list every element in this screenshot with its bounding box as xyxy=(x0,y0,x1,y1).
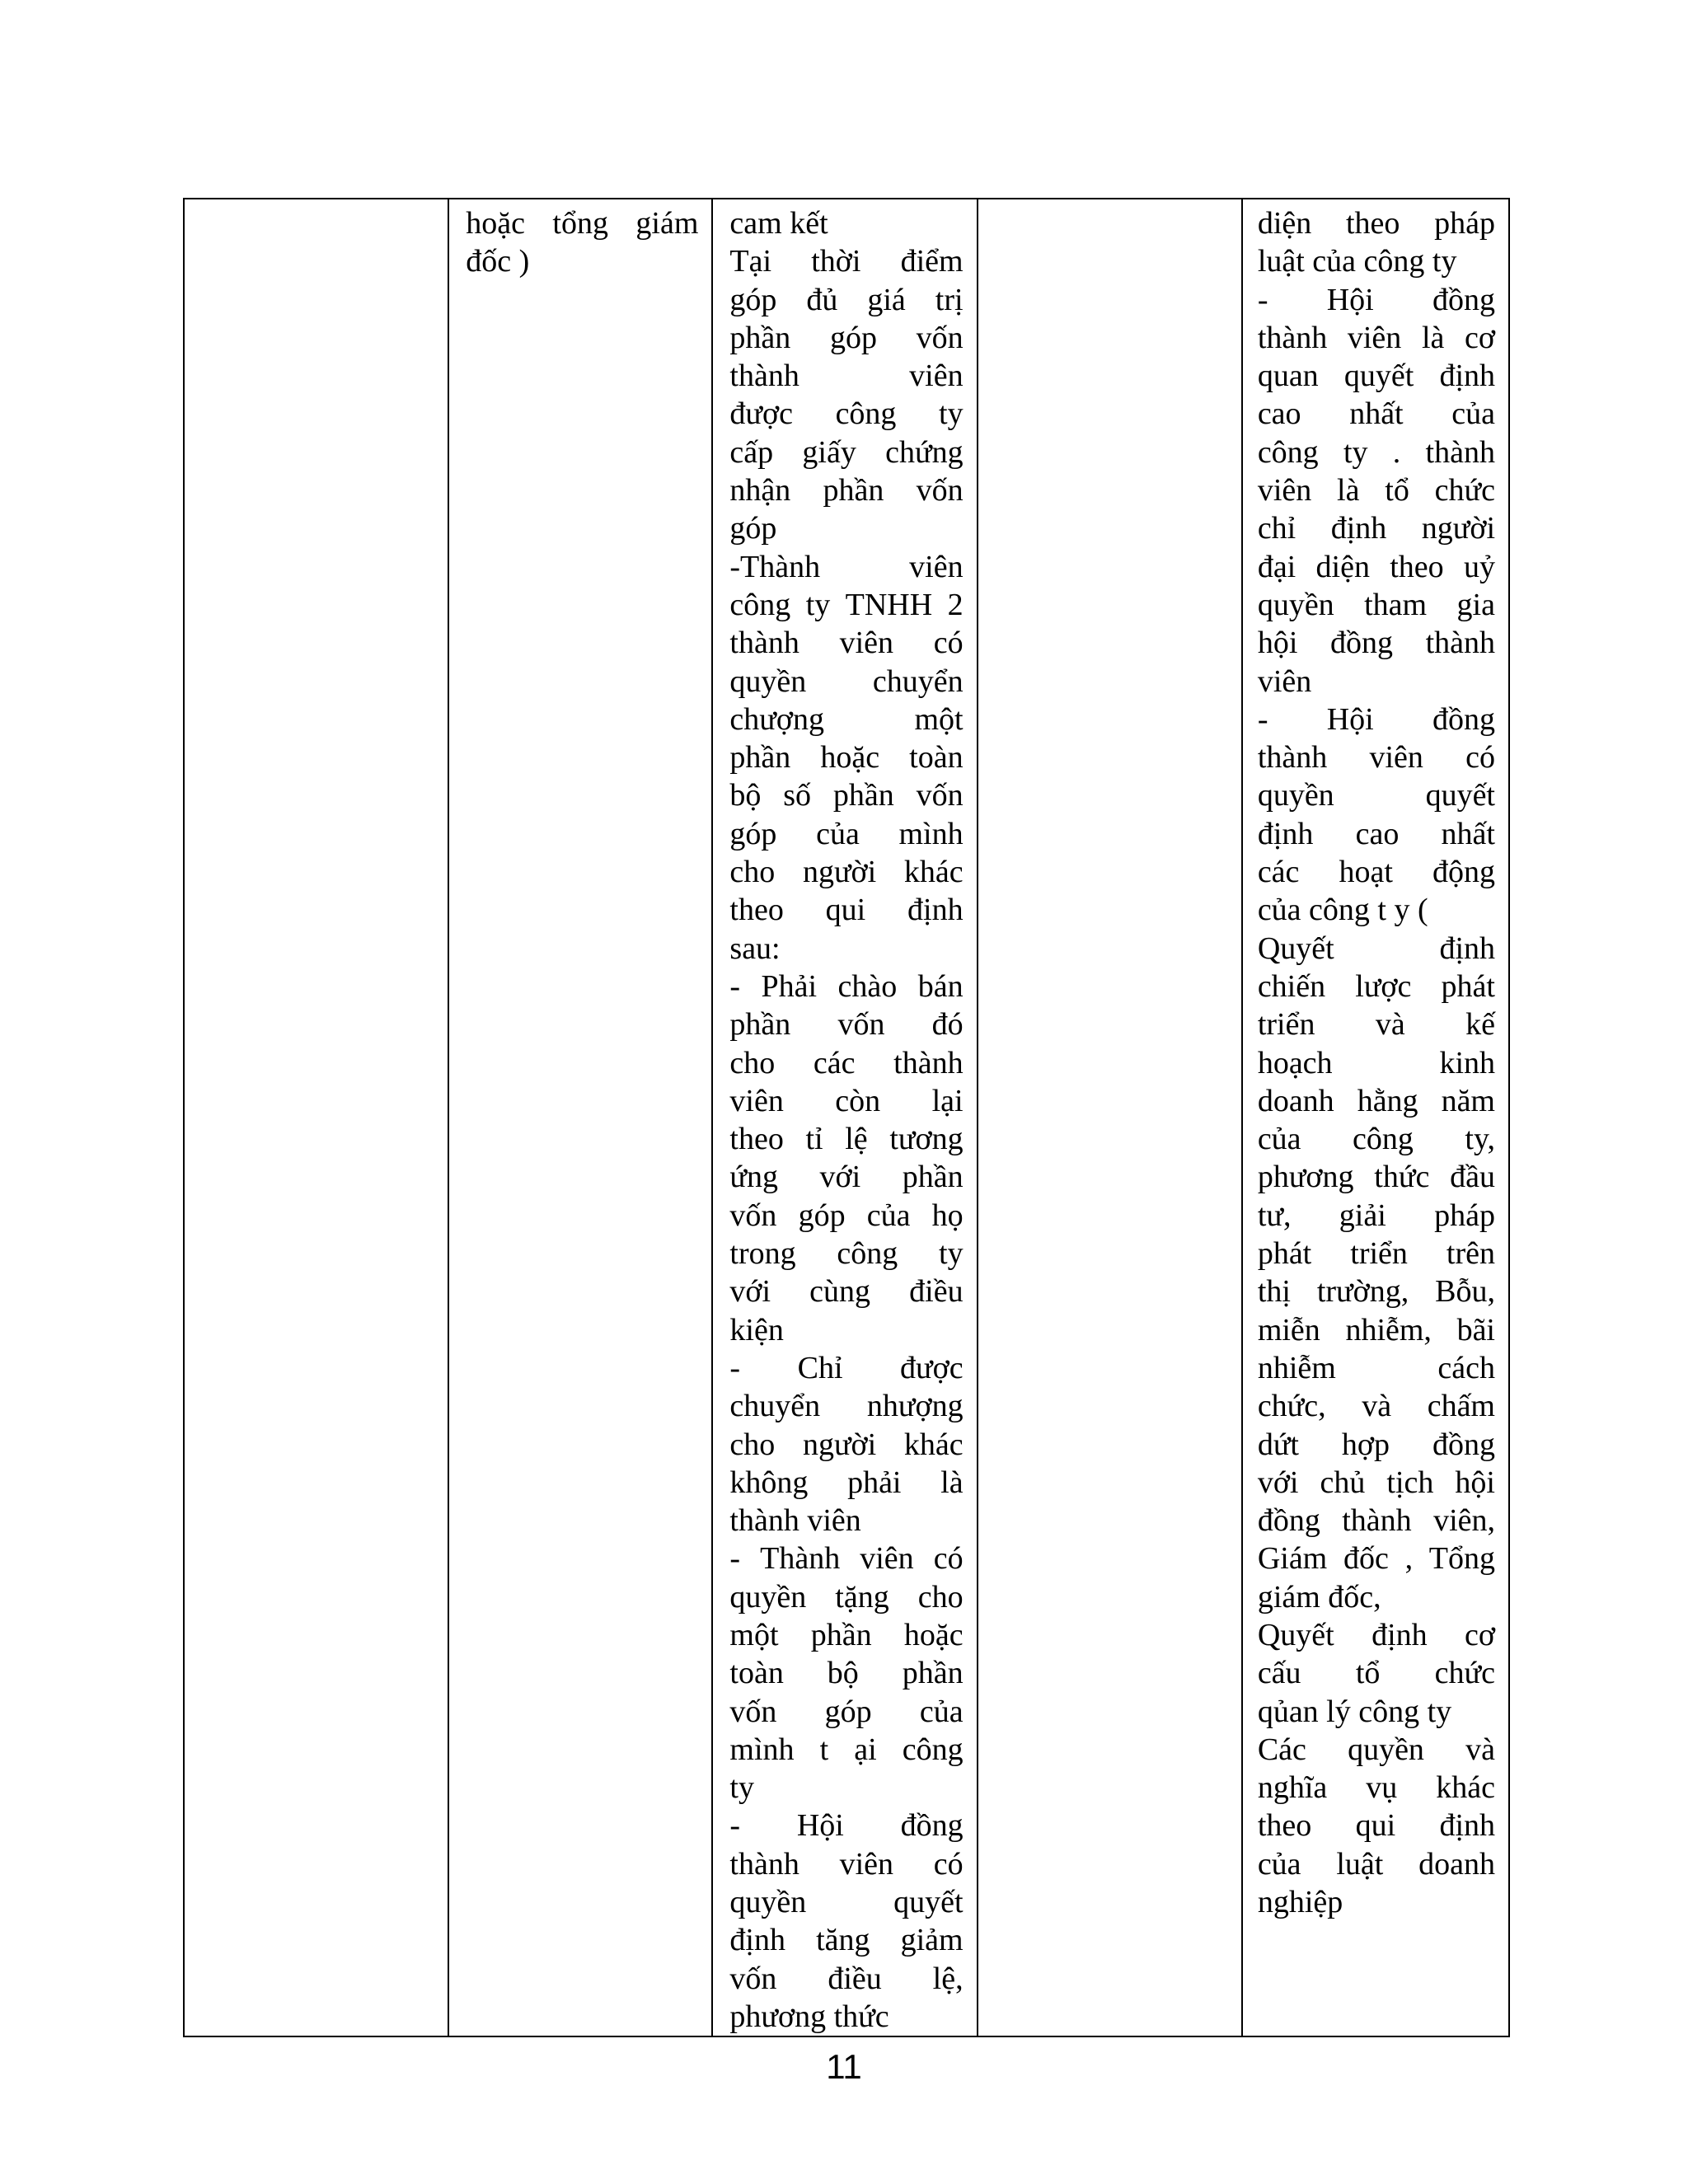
text-line: quan quyết định xyxy=(1257,359,1495,394)
text-line: viên xyxy=(1257,663,1312,699)
text-line: nghĩa vụ khác xyxy=(1257,1770,1495,1806)
text-line: - Chỉ được xyxy=(729,1350,964,1385)
text-line: quyền tặng cho xyxy=(729,1579,964,1615)
text-line: theo tỉ lệ tương xyxy=(729,1122,964,1157)
text-line: qủan lý công ty xyxy=(1257,1694,1452,1729)
text-line: phương thức xyxy=(729,1999,889,2034)
text-line: cam kết xyxy=(729,206,828,241)
text-line: mình t ại công xyxy=(729,1732,964,1767)
text-line: chức, và chấm xyxy=(1257,1389,1495,1424)
text-line: diện theo pháp xyxy=(1257,206,1495,241)
text-line: Quyết định xyxy=(1257,930,1495,966)
text-line: các hoạt động xyxy=(1257,855,1495,890)
text-line: góp xyxy=(729,511,777,546)
text-line: quyền quyết xyxy=(1257,778,1495,813)
table-cell-col-5 xyxy=(1243,199,1508,2036)
text-line: hoặc tổng giám xyxy=(466,206,699,241)
text-line: cao nhất của xyxy=(1257,396,1495,432)
text-line: viên là tổ chức xyxy=(1257,473,1495,509)
text-line: quyền tham gia xyxy=(1257,587,1495,622)
table-cell-col-1 xyxy=(185,199,449,2036)
text-line: sau: xyxy=(729,930,781,966)
text-line: thành viên có xyxy=(1257,740,1495,776)
text-line: miễn nhiễm, bãi xyxy=(1257,1312,1495,1347)
text-line: tư, giải pháp xyxy=(1257,1197,1495,1233)
text-line: phần góp vốn xyxy=(729,320,964,355)
page-number: 11 xyxy=(826,2047,862,2086)
text-line: của luật doanh xyxy=(1257,1846,1495,1882)
text-line: triển và kế xyxy=(1257,1007,1495,1043)
content-table xyxy=(183,198,1510,2037)
text-line: phần vốn đó xyxy=(729,1007,964,1043)
table-cell-col-4 xyxy=(978,199,1243,2036)
text-line: phương thức đầu xyxy=(1257,1160,1495,1195)
text-line: nhận phần vốn xyxy=(729,473,964,509)
text-line: ứng với phần xyxy=(729,1160,964,1195)
text-line: một phần hoặc xyxy=(729,1617,964,1652)
text-line: theo qui định xyxy=(729,893,964,928)
text-line: Quyết định cơ xyxy=(1257,1617,1495,1652)
text-line: - Hội đồng xyxy=(1257,282,1495,317)
text-line: quyền chuyển xyxy=(729,663,964,699)
text-line: - Hội đồng xyxy=(729,1808,964,1844)
text-line: Các quyền và xyxy=(1257,1732,1495,1767)
text-line: toàn bộ phần xyxy=(729,1656,964,1691)
text-line: thành viên có xyxy=(729,1846,964,1882)
text-line: của công t y ( xyxy=(1257,893,1428,928)
cell-text-col-5 xyxy=(1243,199,1508,1921)
text-line: kiện xyxy=(729,1312,784,1347)
text-line: theo qui định xyxy=(1257,1808,1495,1844)
text-line: được công ty xyxy=(729,396,964,432)
text-line: phần hoặc toàn xyxy=(729,740,964,776)
text-line: của công ty, xyxy=(1257,1122,1495,1157)
text-line: góp của mình xyxy=(729,816,964,851)
text-line: góp đủ giá trị xyxy=(729,282,964,317)
text-line: - Thành viên có xyxy=(729,1541,964,1577)
text-line: đốc ) xyxy=(466,244,530,279)
table-cell-col-2 xyxy=(449,199,713,2036)
text-line: thành viên xyxy=(729,359,964,394)
text-line: định cao nhất xyxy=(1257,816,1495,851)
text-line: vốn góp của họ xyxy=(729,1197,964,1233)
text-line: cho các thành xyxy=(729,1045,964,1080)
text-line: chỉ định người xyxy=(1257,511,1495,546)
text-line: cấp giấy chứng xyxy=(729,434,964,470)
text-line: với cùng điều xyxy=(729,1274,964,1310)
text-line: chuyển nhượng xyxy=(729,1389,964,1424)
text-line: thành viên là cơ xyxy=(1257,320,1495,355)
text-line: bộ số phần vốn xyxy=(729,778,964,813)
text-line: đại diện theo uỷ xyxy=(1257,549,1495,584)
text-line: vốn điều lệ, xyxy=(729,1961,964,1996)
text-line: Tại thời điểm xyxy=(729,244,964,279)
table-cell-col-3 xyxy=(713,199,978,2036)
text-line: nhiễm cách xyxy=(1257,1350,1495,1385)
text-line: hội đồng thành xyxy=(1257,626,1495,661)
text-line: đồng thành viên, xyxy=(1257,1503,1495,1539)
text-line: không phải là xyxy=(729,1465,964,1500)
text-line: doanh hằng năm xyxy=(1257,1083,1495,1118)
text-line: quyền quyết xyxy=(729,1885,964,1920)
text-line: công ty TNHH 2 xyxy=(729,587,964,622)
text-line: chiến lược phát xyxy=(1257,968,1495,1004)
text-line: luật của công ty xyxy=(1257,244,1457,279)
text-line: chượng một xyxy=(729,701,964,737)
text-line: thành viên xyxy=(729,1503,861,1539)
text-line: công ty . thành xyxy=(1257,434,1495,470)
text-line: trong công ty xyxy=(729,1236,964,1272)
text-line: nghiệp xyxy=(1257,1885,1343,1920)
text-line: -Thành viên xyxy=(729,549,964,584)
text-line: cho người khác xyxy=(729,1427,964,1462)
text-line: với chủ tịch hội xyxy=(1257,1465,1495,1500)
text-line: cấu tổ chức xyxy=(1257,1656,1495,1691)
text-line: - Phải chào bán xyxy=(729,968,964,1004)
text-line: - Hội đồng xyxy=(1257,701,1495,737)
text-line: thành viên có xyxy=(729,626,964,661)
cell-text-col-2 xyxy=(449,199,711,281)
text-line: phát triển trên xyxy=(1257,1236,1495,1272)
text-line: giám đốc, xyxy=(1257,1579,1381,1615)
text-line: ty xyxy=(729,1770,754,1806)
cell-text-col-3 xyxy=(713,199,976,2036)
text-line: định tăng giảm xyxy=(729,1923,964,1958)
text-line: Giám đốc , Tổng xyxy=(1257,1541,1495,1577)
text-line: thị trường, Bỗu, xyxy=(1257,1274,1495,1310)
text-line: dứt hợp đồng xyxy=(1257,1427,1495,1462)
text-line: viên còn lại xyxy=(729,1083,964,1118)
text-line: vốn góp của xyxy=(729,1694,964,1729)
text-line: cho người khác xyxy=(729,855,964,890)
text-line: hoạch kinh xyxy=(1257,1045,1495,1080)
